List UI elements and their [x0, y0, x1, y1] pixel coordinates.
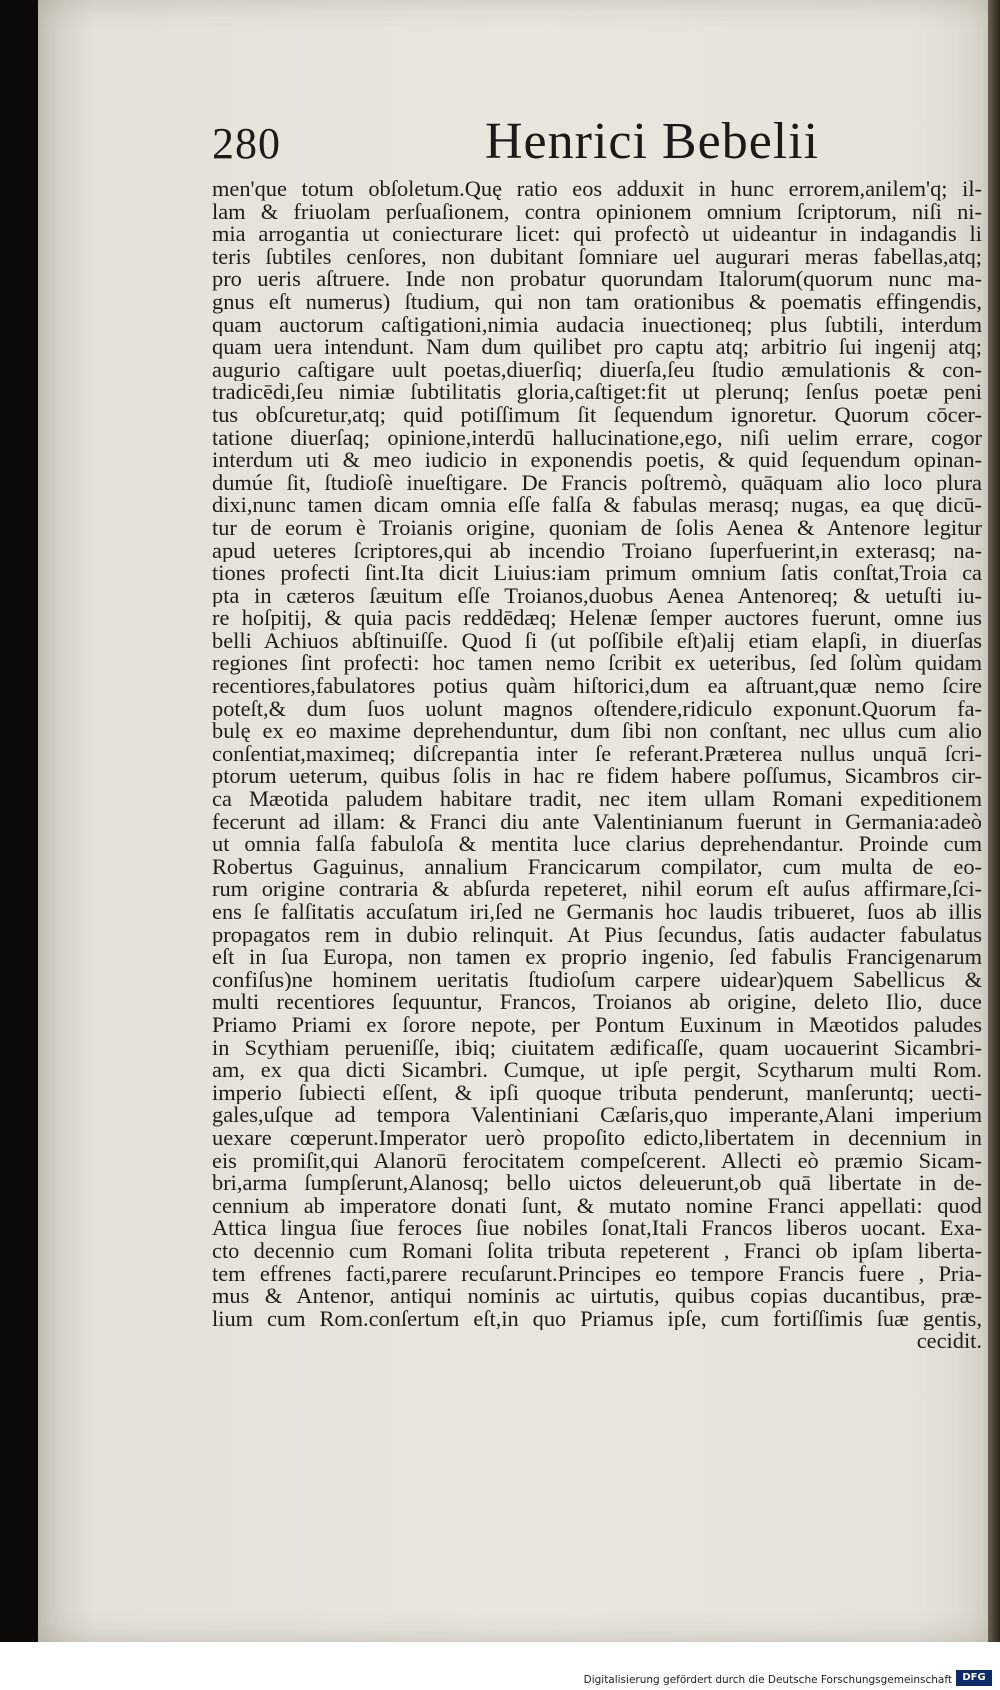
text-line: eis promiſit,qui Alanorū ferocitatem compeſcerent. Allecti eò præmio Sicam-	[212, 1149, 982, 1173]
text-line: am, ex qua dicti Sicambri. Cumque, ut ipſe pergit, Scytharum multi Rom.	[212, 1059, 982, 1082]
text-line: recentiores,fabulatores potius quàm hiſtorici,dum ea aſtruant,quæ nemo ſcire	[212, 675, 982, 698]
body-text	[212, 178, 982, 1353]
text-line: dixi,nunc tamen dicam omnia eſſe falſa & fabulas merasq; nugas, ea quę dicū-	[212, 494, 982, 517]
text-line: Priamo Priami ex ſorore nepote, per Pontum Euxinum in Mæotidos paludes	[212, 1013, 982, 1037]
text-line: bri,arma ſumpſerunt,Alanosq; bello uictos deleuerunt,ob quā libertate in de-	[212, 1172, 982, 1195]
text-line: gales,uſque ad tempora Valentiniani Cæſaris,quo imperante,Alani imperium	[212, 1104, 982, 1127]
text-line: quam uera intendunt. Nam dum quilibet pro captu atq; arbitrio ſui ingenij atq;	[212, 336, 982, 359]
page-number: 280	[212, 119, 281, 168]
text-line: uexare cœperunt.Imperator uerò propoſito edicto,libertatem in decennium in	[212, 1126, 982, 1150]
text-line: cecidit.	[916, 1330, 982, 1353]
text-line: pta in cæteros ſæuitum eſſe Troianos,duobus Aenea Antenoreq; & uetuſti iu-	[212, 584, 982, 608]
running-head: Henrici Bebelii	[485, 113, 820, 170]
text-line: eſt in ſua Europa, non tamen ex proprio ingenio, ſed fabulis Francigenarum	[212, 946, 982, 969]
text-line: pro ueris aſtruere. Inde non probatur quorundam Italorum(quorum nunc ma-	[212, 268, 982, 291]
text-line: gnus eſt numerus) ſtudium, qui non tam orationibus & poematis effingendis,	[212, 290, 982, 314]
text-line: mus & Antenor, antiqui nominis ac uirtutis, quibus copias ducantibus, præ-	[212, 1285, 982, 1308]
text-line: tur de eorum è Troianis origine, quoniam de ſolis Aenea & Antenore legitur	[212, 516, 982, 540]
text-line: Attica lingua ſiue feroces ſiue nobiles ſonat,Itali Francos liberos uocant. Exa-	[212, 1217, 982, 1240]
text-line: tem effrenes facti,parere recuſarunt.Principes eo tempore Francis fuere , Pria-	[212, 1262, 982, 1286]
text-line: tus obſcuretur,atq; quid potiſſimum ſit ſequendum ignoretur. Quorum cōcer-	[212, 403, 982, 427]
text-line: conſentiat,maximeq; diſcrepantia inter ſe referant.Præterea nullus unquā ſcri-	[212, 742, 982, 766]
text-line: lam & friuolam perſuaſionem, contra opinionem omnium ſcriptorum, niſi ni-	[212, 200, 982, 224]
text-line: belli Achiuos abſtinuiſſe. Quod ſi (ut poſſibile eſt)alij etiam elapſi, in diuerſas	[212, 629, 982, 653]
text-line: propagatos rem in dubio relinquit. At Pius ſecundus, ſatis audacter fabulatus	[212, 923, 982, 947]
text-line: in Scythiam perueniſſe, ibiq; ciuitatem ædificaſſe, quam uocauerint Sicambri-	[212, 1036, 982, 1060]
text-line: tatione diuerſaq; opinione,interdū hallucinatione,ego, niſi uelim errare, cogor	[212, 426, 982, 450]
text-line: ut omnia falſa fabuloſa & mentita luce clarius deprehendantur. Proinde cum	[212, 833, 982, 856]
text-line: re hoſpitij, & quia pacis reddēdæq; Helenæ ſemper auctores fuerunt, omne ius	[212, 607, 982, 630]
text-line: confiſus)ne hominem ueritatis ſtudioſum carpere uidear)quem Sabellicus &	[212, 968, 982, 992]
text-line: multi recentiores ſequuntur, Francos, Troianos ab origine, deleto Ilio, duce	[212, 991, 982, 1014]
text-line: ca Mæotida paludem habitare tradit, nec item ullam Romani expeditionem	[212, 788, 982, 811]
text-line: cennium ab imperatore donati ſunt, & mutato nomine Franci appellati: quod	[212, 1194, 982, 1218]
text-line: regiones ſint profecti: hoc tamen nemo ſcribit ex ueteribus, ſed ſolùm quidam	[212, 652, 982, 676]
text-line: cto decennio cum Romani ſolita tributa repeterent , Franci ob ipſam liberta-	[212, 1239, 982, 1263]
text-line: ptorum ueterum, quibus ſolis in hac re fidem habere poſſumus, Sicambros cir-	[212, 765, 982, 789]
text-line: teris ſubtiles cenſores, non dubitant ſomniare uel augurari meras fabellas,atq;	[212, 245, 982, 269]
text-line: apud ueteres ſcriptores,qui ab incendio Troiano ſuperfuerint,in exterasq; na-	[212, 539, 982, 563]
page-edge	[988, 0, 1000, 1642]
text-line: interdum uti & meo iudicio in exponendis poetis, & quid ſequendum opinan-	[212, 449, 982, 472]
text-line: dumúe ſit, ſtudioſè inueſtigare. De Francis poſtremò, quāquam alio loco plura	[212, 471, 982, 495]
digitization-credit: Digitalisierung gefördert durch die Deutsche Forschungsgemeinschaft	[583, 1674, 952, 1686]
text-line: poteſt,& dum ſuos uolunt magnos oſtendere,ridiculo exponunt.Quorum fa-	[212, 697, 982, 721]
text-line: tiones profecti ſint.Ita dicit Liuius:iam primum omnium ſatis conſtat,Troia ca	[212, 562, 982, 585]
text-line: men'que totum obſoletum.Quę ratio eos adduxit in hunc errorem,anilem'q; il-	[212, 178, 982, 201]
text-line: augurio caſtigare uult poetas,diuerſiq; diuerſa,ſeu ſtudio æmulationis & con-	[212, 358, 982, 382]
text-line: mia arrogantia ut coniecturare licet: qui profectò ut uideantur in indagandis li	[212, 223, 982, 246]
text-line: tradicēdi,ſeu nimiæ ſubtilitatis gloria,caſtiget:fit ut plerunq; ſenſus poetæ peni	[212, 381, 982, 404]
text-line: bulę ex eo maxime deprehenduntur, dum ſibi non conſtant, nec ullus cum alio	[212, 720, 982, 743]
text-line: ens ſe falſitatis accuſatum iri,ſed ne Germanis hoc laudis tribueret, ſuos ab illis	[212, 901, 982, 924]
dfg-logo: DFG	[956, 1670, 992, 1686]
text-line: fecerunt ad illam: & Franci diu ante Valentinianum fuerunt in Germania:adeò	[212, 810, 982, 834]
text-line: lium cum Rom.conſertum eſt,in quo Priamus ipſe, cum fortiſſimis ſuæ gentis,	[212, 1307, 982, 1331]
text-line: imperio ſubiecti eſſent, & ipſi quoque tributa penderunt, manſeruntq; uecti-	[212, 1081, 982, 1105]
text-line: quam auctorum caſtigationi,nimia audacia inuectioneq; plus ſubtili, interdum	[212, 313, 982, 337]
text-line: Robertus Gaguinus, annalium Francicarum compilator, cum multa de eo-	[212, 855, 982, 879]
text-line: rum origine contraria & abſurda repeteret, nihil eorum eſt auſus affirmare,ſci-	[212, 878, 982, 901]
